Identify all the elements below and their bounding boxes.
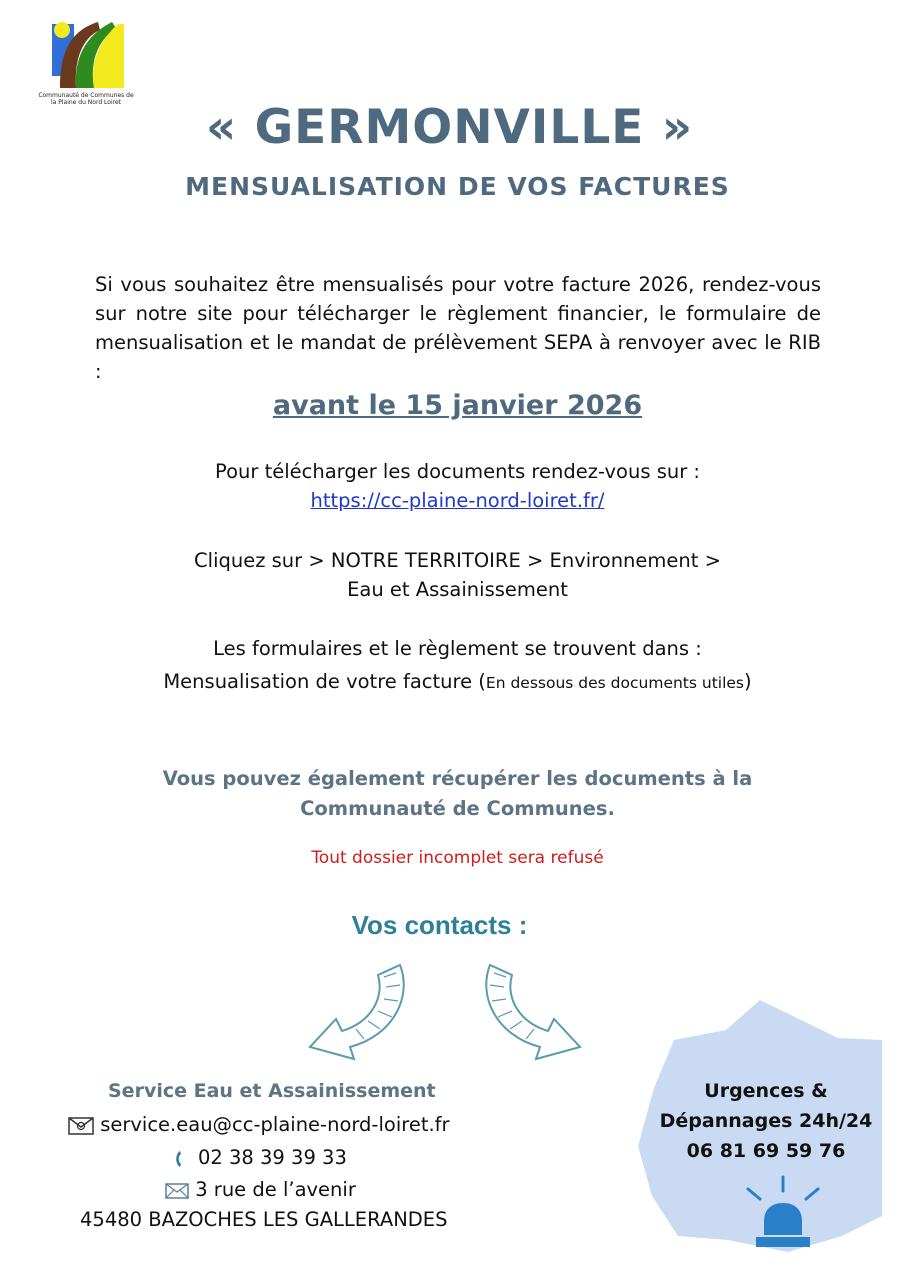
- forms-location-label: Les formulaires et le règlement se trouvent dans :: [213, 637, 702, 660]
- logo-caption-line1: Communauté de Communes de: [38, 92, 134, 99]
- emergency-text: [648, 1076, 884, 1166]
- pickup-notice-line: Communauté de Communes.: [300, 797, 615, 820]
- envelope-icon: [68, 1117, 94, 1135]
- deadline-heading: avant le 15 janvier 2026: [272, 390, 643, 421]
- intro-line: Si vous souhaitez être mensualisés pour votre facture 2026, rendez-vous: [95, 273, 821, 296]
- download-link-row: [0, 486, 899, 515]
- forms-location-main: Mensualisation de votre facture (: [163, 670, 486, 693]
- navigation-path: Cliquez sur > NOTRE TERRITOIRE > Environnement >: [194, 549, 721, 572]
- service-email-row: [68, 1112, 450, 1138]
- emergency-line: Dépannages 24h/24: [659, 1110, 873, 1132]
- intro-line: mensualisation et le mandat de prélèvement SEPA à renvoyer avec le RIB :: [95, 331, 821, 383]
- navigation-path-end: Eau et Assainissement: [347, 578, 568, 601]
- pickup-notice-line: Vous pouvez également récupérer les documents à la: [162, 767, 753, 790]
- mail-icon: [165, 1183, 189, 1199]
- forms-location: [0, 667, 899, 698]
- pickup-notice: [0, 764, 899, 824]
- community-logo: [52, 20, 124, 88]
- service-address-row: [165, 1177, 356, 1203]
- service-address-city: 45480 BAZOCHES LES GALLERANDES: [80, 1208, 448, 1231]
- curved-arrows-icon: [300, 955, 590, 1070]
- contacts-heading: Vos contacts :: [351, 910, 528, 940]
- intro-paragraph: [95, 270, 821, 386]
- service-email-link[interactable]: service.eau@cc-plaine-nord-loiret.fr: [100, 1113, 450, 1136]
- website-link[interactable]: https://cc-plaine-nord-loiret.fr/: [310, 489, 605, 512]
- emergency-phone: 06 81 69 59 76: [686, 1140, 846, 1162]
- forms-location-close: ): [744, 670, 752, 693]
- phone-icon: [172, 1150, 184, 1168]
- download-label: Pour télécharger les documents rendez-vous sur :: [215, 460, 700, 483]
- incomplete-warning: Tout dossier incomplet sera refusé: [311, 848, 604, 868]
- logo-caption-line2: la Plaine du Nord Loiret: [51, 99, 121, 106]
- service-address-street: 3 rue de l’avenir: [195, 1178, 356, 1201]
- forms-location-note: En dessous des documents utiles: [485, 674, 745, 692]
- page-subtitle: MENSUALISATION DE VOS FACTURES: [185, 172, 730, 201]
- page-title: « GERMONVILLE »: [205, 100, 694, 155]
- service-title: Service Eau et Assainissement: [108, 1080, 436, 1102]
- service-phone-row: [172, 1145, 347, 1171]
- siren-icon: [740, 1175, 826, 1253]
- emergency-line: Urgences &: [704, 1080, 828, 1102]
- service-phone: 02 38 39 39 33: [198, 1146, 347, 1169]
- intro-line: sur notre site pour télécharger le règlement financier, le formulaire de: [95, 302, 821, 325]
